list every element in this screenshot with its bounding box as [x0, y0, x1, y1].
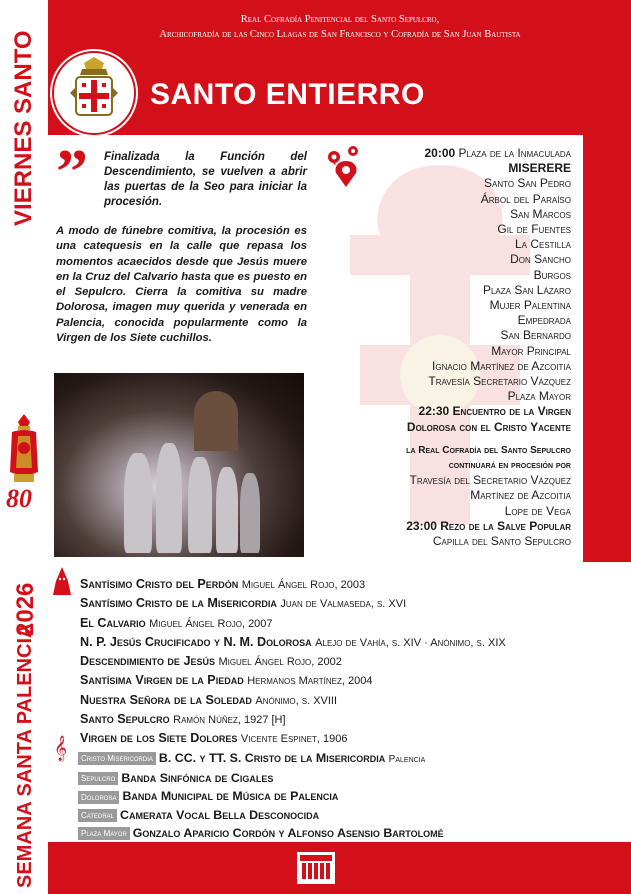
anniversary-mark: 80 — [6, 484, 32, 513]
crest-badge — [52, 51, 136, 135]
route-stop: Travesía Secretario Vázquez — [428, 374, 571, 389]
band-item — [78, 769, 623, 787]
intro-lead: Finalizada la Función del Descendimiento, se vuelven a abrir las puertas de la Seo para iniciar la procesión. — [104, 151, 307, 208]
route-stop: Empedrada — [517, 313, 571, 328]
footer-band — [48, 842, 631, 894]
org-line-1: Real Cofradía Penitencial del Santo Sepulcro, — [240, 14, 440, 25]
intro-body: A modo de fúnebre comitiva, la procesión es una catequesis en la calle que repasa los momentos acaecidos desde que Jesús muere en la Cruz del Calvario hasta que es puesto en el Sepulcro. Cierra la comitiva su madre Dolorosa, imagen muy querida y venerada en Palencia, conocida popularmente como la Virgen de los Siete cuchillos. — [56, 225, 307, 345]
continue-line-2: continuará en procesión por — [448, 460, 571, 472]
photo-figure — [188, 457, 212, 553]
band-tag: Cristo Misericordia — [78, 752, 156, 765]
paso-author: Alejo de Vahía, s. XIV · Anónimo, s. XIX — [315, 636, 506, 649]
altar-area — [194, 391, 238, 451]
band-name: Banda Sinfónica de Cigales — [121, 771, 274, 786]
paso-item — [80, 575, 620, 594]
route-start-place: Plaza de la Inmaculada — [458, 146, 571, 160]
paso-name: Santísimo Cristo de la Misericordia — [80, 596, 277, 611]
route-stop: San Bernardo — [500, 328, 571, 343]
encuentro-line-1: 22:30 Encuentro de la Virgen — [418, 404, 571, 419]
paso-item — [80, 671, 620, 690]
jerusalem-cross-icon — [54, 53, 134, 133]
route-start — [331, 146, 571, 161]
paso-name: Santísimo Cristo del Perdón — [80, 577, 239, 591]
paso-name: Santo Sepulcro — [80, 712, 170, 727]
route-stop: Mayor Principal — [491, 343, 571, 358]
paso-name: Nuestra Señora de la Soledad — [80, 692, 252, 707]
band-item — [78, 824, 623, 842]
paso-name: El Calvario — [80, 615, 146, 630]
route-stop: Plaza Mayor — [507, 389, 571, 404]
photo-figure — [216, 467, 238, 553]
route-stop: San Marcos — [510, 206, 571, 221]
paso-name: N. P. Jesús Crucificado y N. M. Dolorosa — [80, 634, 312, 649]
band-item — [78, 787, 623, 805]
band-tag: Dolorosa — [78, 791, 119, 804]
sidebar-year: 2026 — [12, 582, 39, 636]
paso-author: Hermanos Martínez, 2004 — [247, 675, 373, 688]
paso-author: Miguel Ángel Rojo, 2003 — [241, 579, 366, 591]
route-stop: Don Sancho — [510, 252, 571, 267]
band-item — [78, 806, 623, 824]
paso-author: Juan de Valmaseda, s. XVI — [280, 598, 407, 611]
paso-author: Miguel Ángel Rojo, 2002 — [218, 656, 342, 669]
route-stop: Santo San Pedro — [484, 176, 571, 191]
paso-item — [80, 710, 620, 729]
paso-item — [80, 652, 620, 671]
procession-photo — [54, 373, 304, 557]
route-list — [331, 146, 571, 549]
paso-name: Descendimiento de Jesús — [80, 654, 215, 669]
brotherhood-figure-icon — [4, 412, 44, 484]
band-item — [78, 749, 623, 769]
band-tag: Plaza Mayor — [78, 827, 130, 840]
route-stop: La Cestilla — [514, 237, 571, 252]
band-name: B. CC. y TT. S. Cristo de la Misericordia — [158, 751, 386, 765]
route-stop: Ignacio Martínez de Azcoitia — [432, 358, 571, 373]
bands-list — [78, 749, 623, 842]
logo-mark-icon — [298, 853, 334, 883]
paso-author: Vicente Espinet, 1906 — [240, 733, 348, 746]
band-name: Gonzalo Aparicio Cordón y Alfonso Asensio Bartolomé — [132, 825, 444, 840]
pasos-list — [80, 575, 620, 749]
sidebar-event-label: SEMANA SANTA PALENCIA — [14, 623, 36, 888]
continue-stop: Travesía del Secretario Vázquez — [409, 473, 571, 488]
photo-figure — [240, 473, 260, 553]
page-title: SANTO ENTIERRO — [150, 78, 425, 111]
paso-author: Ramón Núñez, 1927 [H] — [173, 714, 286, 727]
route-stop: Gil de Fuentes — [497, 222, 571, 237]
salve-place: Capilla del Santo Sepulcro — [432, 534, 571, 549]
encuentro-line-2: Dolorosa con el Cristo Yacente — [406, 419, 571, 434]
paso-item — [80, 633, 620, 652]
paso-author: Miguel Ángel Rojo, 2007 — [149, 617, 273, 630]
route-stop: Árbol del Paraíso — [480, 191, 571, 206]
band-tag: Sepulcro — [78, 772, 118, 785]
nazareno-hood-icon — [51, 567, 73, 597]
semana-santa-logo — [297, 852, 335, 884]
paso-item — [80, 594, 620, 613]
band-tag: Catedral — [78, 809, 117, 822]
band-name: Banda Municipal de Música de Palencia — [122, 789, 339, 804]
route-start-time: 20:00 — [424, 146, 456, 160]
salve-line: 23:00 Rezo de la Salve Popular — [406, 518, 571, 533]
paso-item — [80, 729, 620, 748]
route-miserere: MISERERE — [508, 161, 571, 176]
photo-figure — [124, 453, 152, 553]
paso-author: Anónimo, s. XVIII — [255, 694, 338, 707]
band-name: Camerata Vocal Bella Desconocida — [120, 807, 320, 822]
music-note-icon: 𝄞 — [54, 736, 68, 761]
photo-figure — [156, 443, 182, 553]
band-place: Palencia — [388, 754, 426, 765]
paso-name: Virgen de los Siete Dolores — [80, 731, 238, 746]
quote-icon: ” — [56, 136, 88, 207]
paso-item — [80, 691, 620, 710]
route-stop: Mujer Palentina — [489, 298, 571, 313]
paso-item — [80, 614, 620, 633]
route-stop: Plaza San Lázaro — [482, 282, 571, 297]
paso-name: Santísima Virgen de la Piedad — [80, 673, 244, 688]
continue-line-1: la Real Cofradía del Santo Sepulcro — [406, 444, 571, 456]
continue-stop: Lope de Vega — [504, 503, 571, 518]
org-line-2: Archicofradía de las Cinco Llagas de San Francisco y Cofradía de San Juan Bautista — [159, 29, 521, 40]
continue-stop: Martínez de Azcoitia — [470, 488, 571, 503]
route-stop: Burgos — [533, 267, 571, 282]
sidebar-day-label: VIERNES SANTO — [10, 30, 37, 226]
